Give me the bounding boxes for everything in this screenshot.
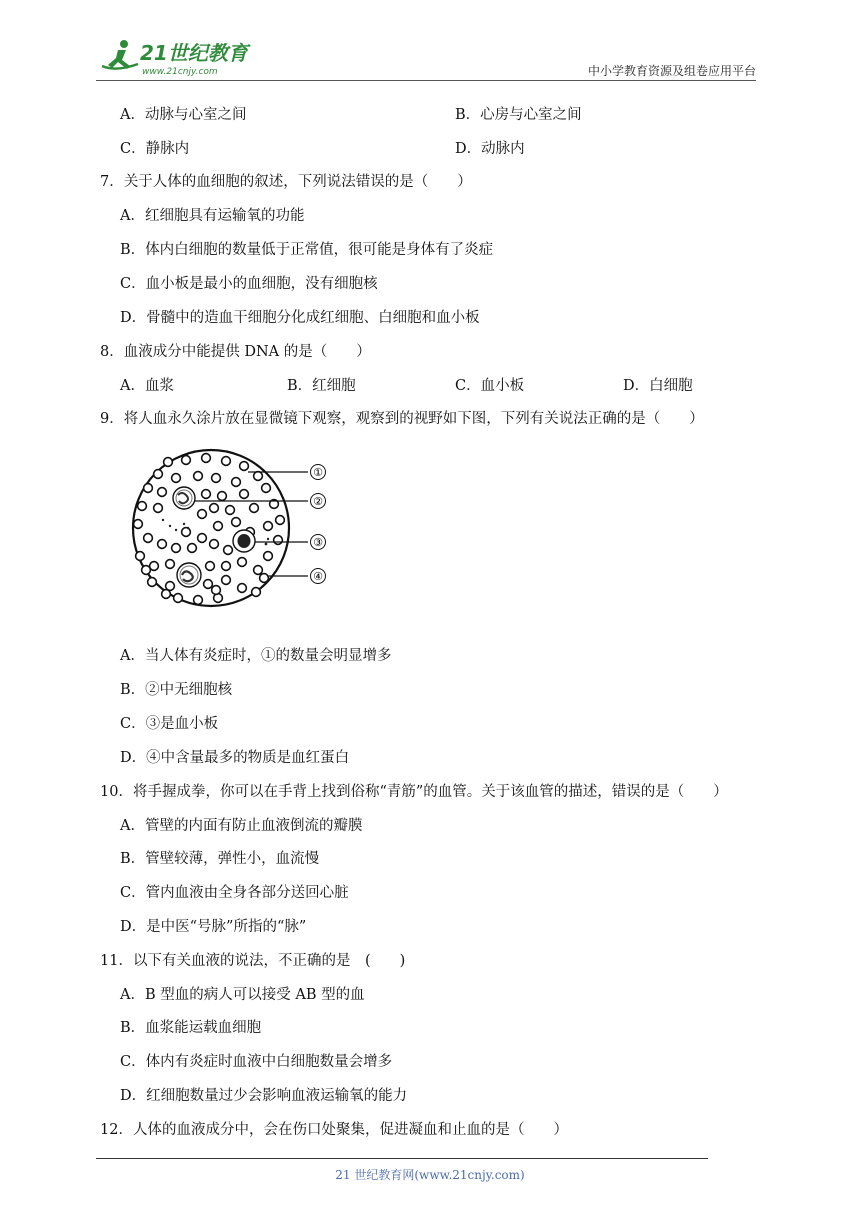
q8-option-b: B．红细胞 <box>287 378 356 394</box>
label-3: ③ <box>313 536 323 549</box>
red-blood-cell <box>144 484 153 493</box>
red-blood-cell <box>198 510 207 519</box>
red-blood-cell <box>238 558 247 567</box>
red-blood-cell <box>154 470 163 479</box>
red-blood-cell <box>252 588 261 597</box>
red-blood-cell <box>260 574 269 583</box>
red-blood-cell <box>218 492 227 501</box>
q9-stem: 9．将人血永久涂片放在显微镜下观察，观察到的视野如下图，下列有关说法正确的是（ ） <box>100 411 704 427</box>
q10-option-b: B．管壁较薄，弹性小，血流慢 <box>120 851 320 867</box>
q11-option-a: A．B 型血的病人可以接受 AB 型的血 <box>120 987 365 1003</box>
red-blood-cell <box>162 590 171 599</box>
red-blood-cell <box>210 540 219 549</box>
red-blood-cell <box>212 586 221 595</box>
q11-option-b: B．血浆能运载血细胞 <box>120 1020 262 1036</box>
red-blood-cell <box>174 594 183 603</box>
q9-option-c: C．③是血小板 <box>120 716 219 732</box>
q11-stem: 11．以下有关血液的说法，不正确的是 ( ) <box>100 953 406 969</box>
label-4: ④ <box>313 570 323 583</box>
red-blood-cell <box>172 474 181 483</box>
q10-option-d: D．是中医“号脉”所指的“脉” <box>120 919 307 935</box>
q8-option-c: C．血小板 <box>455 378 525 394</box>
red-blood-cell <box>166 560 175 569</box>
red-blood-cell <box>240 462 249 471</box>
runner-icon <box>102 40 138 69</box>
red-blood-cell <box>182 528 191 537</box>
red-blood-cell <box>226 506 235 515</box>
red-blood-cell <box>158 540 167 549</box>
red-blood-cell <box>214 522 223 531</box>
footer-text: 21 世纪教育网(www.21cnjy.com) <box>335 1168 525 1182</box>
blood-smear-figure <box>118 448 338 608</box>
logo-text: 21世纪教育 <box>140 41 248 65</box>
q8-stem: 8．血液成分中能提供 DNA 的是（ ） <box>100 344 371 360</box>
red-blood-cell <box>154 504 163 513</box>
red-blood-cell <box>164 458 173 467</box>
red-blood-cell <box>250 504 259 513</box>
red-blood-cell <box>134 520 143 529</box>
red-blood-cell <box>262 484 271 493</box>
red-blood-cell <box>138 502 147 511</box>
q7-option-a: A．红细胞具有运输氧的功能 <box>120 208 305 224</box>
red-blood-cell <box>240 490 249 499</box>
q10-stem: 10．将手握成拳，你可以在手背上找到俗称“青筋”的血管。关于该血管的描述，错误的是（ ） <box>100 784 728 800</box>
red-blood-cell <box>224 546 233 555</box>
header-divider <box>96 80 756 81</box>
white-blood-cell-center <box>233 530 255 552</box>
red-blood-cell <box>202 490 211 499</box>
red-blood-cell <box>238 584 247 593</box>
q6-option-d: D．动脉内 <box>455 141 525 157</box>
red-blood-cell <box>202 454 211 463</box>
white-blood-cell-upper <box>173 487 195 509</box>
q6-option-a: A．动脉与心室之间 <box>120 107 247 123</box>
label-1: ① <box>313 466 323 479</box>
red-blood-cell <box>188 544 197 553</box>
red-blood-cell <box>148 578 157 587</box>
q6-option-c: C．静脉内 <box>120 141 190 157</box>
red-blood-cell <box>144 534 153 543</box>
label-2: ② <box>313 495 323 508</box>
figure-labels <box>311 465 326 584</box>
red-blood-cell <box>222 562 231 571</box>
white-blood-cell-lower <box>177 563 201 587</box>
red-blood-cell <box>194 472 203 481</box>
red-blood-cell <box>264 552 273 561</box>
header-platform-text: 中小学教育资源及组卷应用平台 <box>587 64 756 78</box>
red-blood-cell <box>194 596 203 605</box>
q7-option-c: C．血小板是最小的血细胞，没有细胞核 <box>120 276 378 292</box>
q9-option-b: B．②中无细胞核 <box>120 682 233 698</box>
red-blood-cell <box>276 516 285 525</box>
red-blood-cell <box>172 544 181 553</box>
red-blood-cell <box>210 504 219 513</box>
logo-url: www.21cnjy.com <box>142 67 218 77</box>
red-blood-cell <box>212 474 221 483</box>
q11-option-c: C．体内有炎症时血液中白细胞数量会增多 <box>120 1054 393 1070</box>
q7-option-d: D．骨髓中的造血干细胞分化成红细胞、白细胞和血小板 <box>120 310 480 326</box>
q9-option-d: D．④中含量最多的物质是血红蛋白 <box>120 750 350 766</box>
red-blood-cell <box>232 478 241 487</box>
red-blood-cell <box>198 534 207 543</box>
site-logo <box>96 36 266 78</box>
red-blood-cell <box>182 456 191 465</box>
q11-option-d: D．红细胞数量过少会影响血液运输氧的能力 <box>120 1088 408 1104</box>
red-blood-cell <box>264 522 273 531</box>
q12-stem: 12．人体的血液成分中，会在伤口处聚集，促进凝血和止血的是（ ） <box>100 1122 568 1138</box>
red-blood-cell <box>232 518 241 527</box>
red-blood-cell <box>158 488 167 497</box>
red-blood-cell <box>142 566 151 575</box>
red-blood-cell <box>254 566 263 575</box>
q7-stem: 7．关于人体的血细胞的叙述，下列说法错误的是（ ） <box>100 174 472 190</box>
q9-option-a: A．当人体有炎症时，①的数量会明显增多 <box>120 648 392 664</box>
red-blood-cell <box>254 472 263 481</box>
red-blood-cell <box>204 580 213 589</box>
red-blood-cell <box>222 457 231 466</box>
red-blood-cell <box>136 552 145 561</box>
red-blood-cell <box>274 536 283 545</box>
footer-divider <box>96 1158 708 1159</box>
q6-option-b: B．心房与心室之间 <box>455 107 582 123</box>
red-blood-cell <box>222 576 231 585</box>
red-blood-cell <box>206 562 215 571</box>
q10-option-c: C．管内血液由全身各部分送回心脏 <box>120 885 349 901</box>
q8-option-d: D．白细胞 <box>623 378 693 394</box>
q7-option-b: B．体内白细胞的数量低于正常值，很可能是身体有了炎症 <box>120 242 494 258</box>
q8-option-a: A．血浆 <box>120 378 174 394</box>
q10-option-a: A．管壁的内面有防止血液倒流的瓣膜 <box>120 818 363 834</box>
